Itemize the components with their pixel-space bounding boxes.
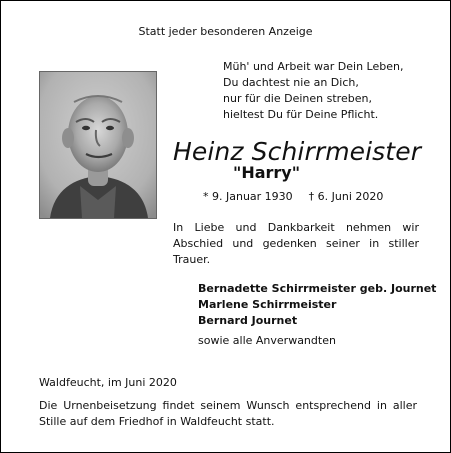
place-date: Waldfeucht, im Juni 2020 <box>39 376 177 389</box>
poem-line: hieltest Du für Deine Pflicht. <box>223 108 379 121</box>
poem-line: Du dachtest nie an Dich, <box>223 76 359 89</box>
mourner-name: Marlene Schirrmeister <box>198 298 337 311</box>
poem-line: Müh' und Arbeit war Dein Leben, <box>223 60 404 73</box>
farewell-text: In Liebe und Dankbarkeit nehmen wir Abschied und gedenken seiner in stiller Trauer. <box>173 221 419 266</box>
portrait-photo <box>39 71 157 219</box>
birth-date: * 9. Januar 1930 <box>203 190 293 203</box>
mourners-list <box>198 281 436 349</box>
burial-notice: Die Urnenbeisetzung findet seinem Wunsch entsprechend in aller Stille auf dem Friedhof in Waldfeucht statt. <box>39 399 417 428</box>
mourner-name: Bernadette Schirrmeister geb. Journet <box>198 282 437 295</box>
life-dates <box>203 189 383 205</box>
mourners-extra: sowie alle Anverwandten <box>198 334 336 347</box>
death-date: † 6. Juni 2020 <box>308 190 384 203</box>
portrait-icon <box>40 72 156 218</box>
poem-line: nur für die Deinen streben, <box>223 92 372 105</box>
deceased-name: Heinz Schirrmeister <box>173 137 422 166</box>
notice-header: Statt jeder besonderen Anzeige <box>138 25 313 38</box>
poem <box>223 59 403 123</box>
mourner-name: Bernard Journet <box>198 314 298 327</box>
deceased-nickname: "Harry" <box>233 163 301 182</box>
